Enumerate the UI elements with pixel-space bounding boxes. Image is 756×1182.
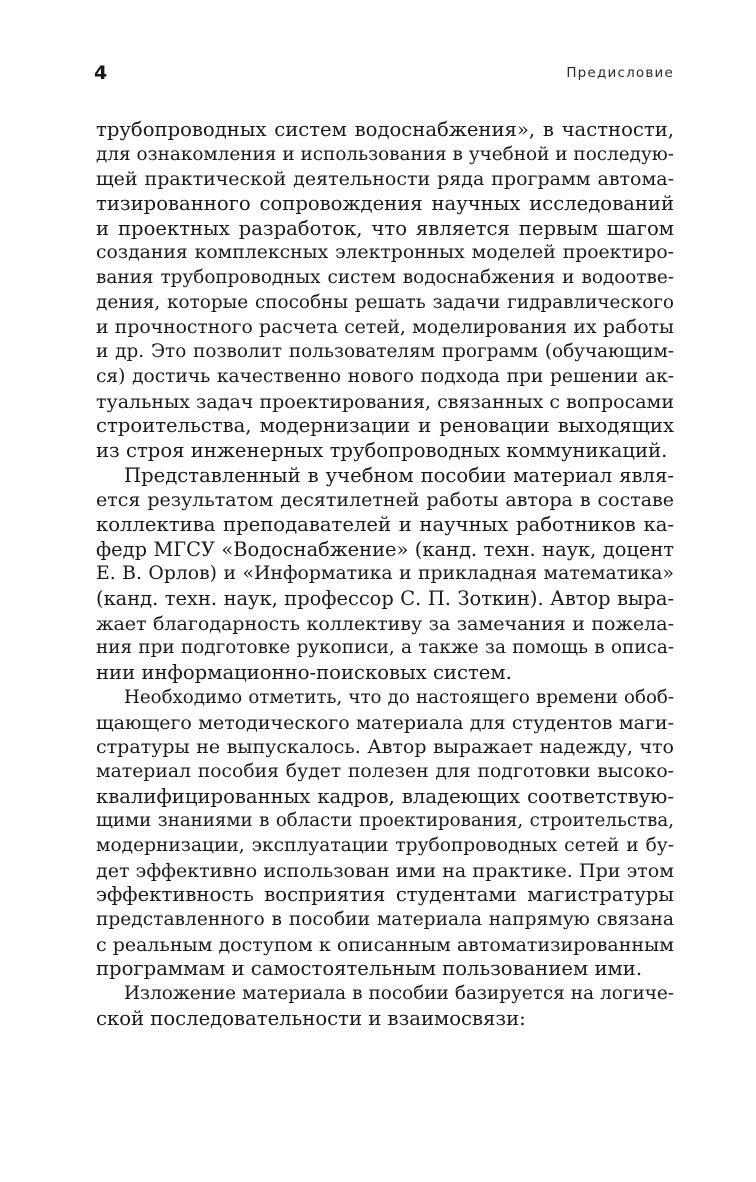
text-line: дения, которые способны решать задачи гидравлического [96,291,674,313]
text-line: создания комплексных электронных моделей проектиро- [96,242,674,264]
text-line: дет эффективно использован ими на практике. При этом [96,859,674,882]
body-text [96,118,674,1031]
paragraph [96,464,674,686]
page-number: 4 [94,62,108,84]
text-line: федр МГСУ «Водоснабжение» (канд. техн. наук, доцент [96,537,674,561]
text-line: строительства, модернизации и реновации выходящих [96,414,674,438]
text-line: нии информационно-поисковых систем. [96,661,512,685]
running-head: Предисловие [566,65,674,81]
text-line: ся) достичь качественно нового подхода при решении ак- [96,365,674,387]
text-line: модернизации, эксплуатации трубопроводных сетей и бу- [96,834,674,856]
text-line: жает благодарность коллективу за замечания и пожела- [96,612,674,635]
text-line: туальных задач проектирования, связанных с вопросами [96,390,674,413]
text-line: квалифицированных кадров, владеющих соответствую- [96,784,674,808]
text-line: щими знаниями в области проектирования, строительства, [96,810,674,832]
text-line: ской последовательности и взаимосвязи: [96,1006,526,1030]
text-line: для ознакомления и использования в учебной и последую- [96,143,674,165]
text-line: тизированного сопровождения научных исследований [96,192,674,216]
text-line: Представленный в учебном пособии материал явля- [124,463,674,487]
text-line: из строя инженерных трубопроводных коммуникаций. [96,438,668,462]
text-line: Изложение материала в пособии базируется на логиче- [124,983,674,1005]
text-line: ется результатом десятилетней работы автора в составе [96,489,674,512]
text-line: (канд. техн. наук, профессор С. П. Зоткин). Автор выра- [96,587,674,611]
text-line: вания трубопроводных систем водоснабжения и водоотве- [96,267,674,289]
text-line: щей практической деятельности ряда программ автома- [96,168,674,191]
text-line: программам и самостоятельным пользованием ими. [96,957,643,981]
text-line: с реальным доступом к описанным автоматизированным [96,933,674,956]
paragraph [96,686,674,982]
paragraph [96,118,674,464]
text-line: и прочностного расчета сетей, моделирования их работы [96,316,674,338]
text-line: и проектных разработок, что является первым шагом [96,216,674,240]
text-line: материал пособия будет полезен для подготовки высоко- [96,760,674,782]
text-line: Необходимо отметить, что до настоящего времени обоб- [124,686,674,708]
text-line: Е. В. Орлов) и «Информатика и прикладная математика» [96,563,674,585]
text-line: щающего методического материала для студентов маги- [96,711,674,734]
text-line: и др. Это позволит пользователям программ (обучающим- [96,341,674,363]
text-line: ния при подготовке рукописи, а также за помощь в описа- [96,637,674,659]
text-line: представленного в пособии материала напрямую связана [96,909,674,930]
text-line: стратуры не выпускалось. Автор выражает надежду, что [96,736,674,759]
text-line: коллектива преподавателей и научных работников ка- [96,513,674,536]
text-line: трубопроводных систем водоснабжения», в частности, [96,118,674,141]
paragraph [96,982,674,1031]
text-line: эффективность восприятия студентами магистратуры [96,883,674,907]
